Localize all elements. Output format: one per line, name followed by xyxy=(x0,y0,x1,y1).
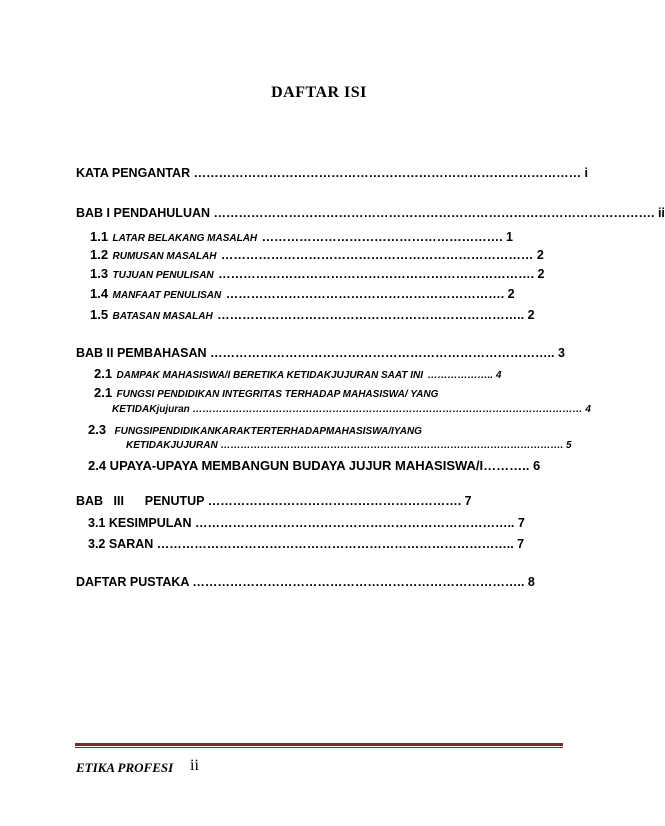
toc-bab-2[interactable]: BAB II PEMBAHASAN ……………………………………………………………………….. 3 xyxy=(76,346,565,360)
toc-1-3-title: TUJUAN PENULISAN xyxy=(112,270,214,281)
toc-1-5-page: ……………………………………………………………….. 2 xyxy=(217,308,535,322)
toc-2-1a-number: 2.1 xyxy=(94,366,113,381)
toc-1-4-number: 1.4 xyxy=(90,286,109,301)
toc-1-2-page: ………………………………………………………………… 2 xyxy=(220,248,544,262)
toc-2-3-number: 2.3 xyxy=(88,422,107,437)
toc-1-4-title: MANFAAT PENULISAN xyxy=(112,290,222,301)
toc-1-4[interactable] xyxy=(90,285,530,303)
toc-3-2[interactable]: 3.2 SARAN ………………………………………………………………………….. 7 xyxy=(88,537,525,551)
toc-2-1a[interactable] xyxy=(94,365,549,383)
toc-2-3-title: FUNGSIPENDIDIKANKARAKTERTERHADAPMAHASISWA/IYANG xyxy=(114,426,422,437)
toc-1-5-number: 1.5 xyxy=(90,307,109,322)
footer-rule-thin xyxy=(75,747,563,748)
toc-kata-pengantar[interactable]: KATA PENGANTAR ………………………………………………………………………………… i xyxy=(76,166,589,180)
toc-1-5-title: BATASAN MASALAH xyxy=(112,311,213,322)
toc-1-2-title: RUMUSAN MASALAH xyxy=(112,251,217,262)
page-title: DAFTAR ISI xyxy=(271,84,367,101)
toc-1-1-page: …………………………………………………. 1 xyxy=(261,230,514,244)
toc-1-5[interactable] xyxy=(90,306,535,324)
toc-2-1b-continuation[interactable]: KETIDAKjujuran ……………………………………………………………………………………………………… 4 xyxy=(112,404,591,415)
toc-2-3[interactable] xyxy=(88,421,538,439)
toc-2-1a-page: ……………….. 4 xyxy=(427,370,502,381)
toc-2-1b-number: 2.1 xyxy=(94,385,113,400)
toc-2-1b-title: FUNGSI PENDIDIKAN INTEGRITAS TERHADAP MAHASISWA/ YANG xyxy=(116,389,439,400)
toc-2-3-continuation[interactable]: KETIDAKJUJURAN …………………………………………………………………………………………. 5 xyxy=(126,440,572,451)
toc-1-4-page: …………………………………………………………. 2 xyxy=(225,287,515,301)
toc-daftar-pustaka[interactable]: DAFTAR PUSTAKA …………………………………………………………………….. 8 xyxy=(76,575,535,589)
footer-label: ETIKA PROFESI xyxy=(76,760,174,775)
toc-1-3[interactable] xyxy=(90,265,545,283)
toc-1-1-number: 1.1 xyxy=(90,229,109,244)
toc-2-4[interactable]: 2.4 UPAYA-UPAYA MEMBANGUN BUDAYA JUJUR MAHASISWA/I……….. 6 xyxy=(88,458,541,473)
toc-1-1[interactable] xyxy=(90,228,530,246)
footer-rule-thick xyxy=(75,743,563,746)
toc-1-1-title: LATAR BELAKANG MASALAH xyxy=(112,233,258,244)
toc-bab-1[interactable]: BAB I PENDAHULUAN ……………………………………………………………………………………………. ii xyxy=(76,206,665,220)
toc-3-1[interactable]: 3.1 KESIMPULAN ………………………………………………………………….. 7 xyxy=(88,516,525,530)
toc-bab-3[interactable]: BAB III PENUTUP ……………………………………………………. 7 xyxy=(76,494,472,508)
toc-1-3-page: …………………………………………………………………. 2 xyxy=(218,267,545,281)
toc-2-1b[interactable] xyxy=(94,384,544,402)
toc-2-1a-title: DAMPAK MAHASISWA/I BERETIKA KETIDAKJUJURAN SAAT INI xyxy=(116,370,424,381)
toc-1-3-number: 1.3 xyxy=(90,266,109,281)
footer-page-number: ii xyxy=(190,757,199,774)
toc-1-2-number: 1.2 xyxy=(90,247,109,262)
toc-1-2[interactable] xyxy=(90,246,544,264)
